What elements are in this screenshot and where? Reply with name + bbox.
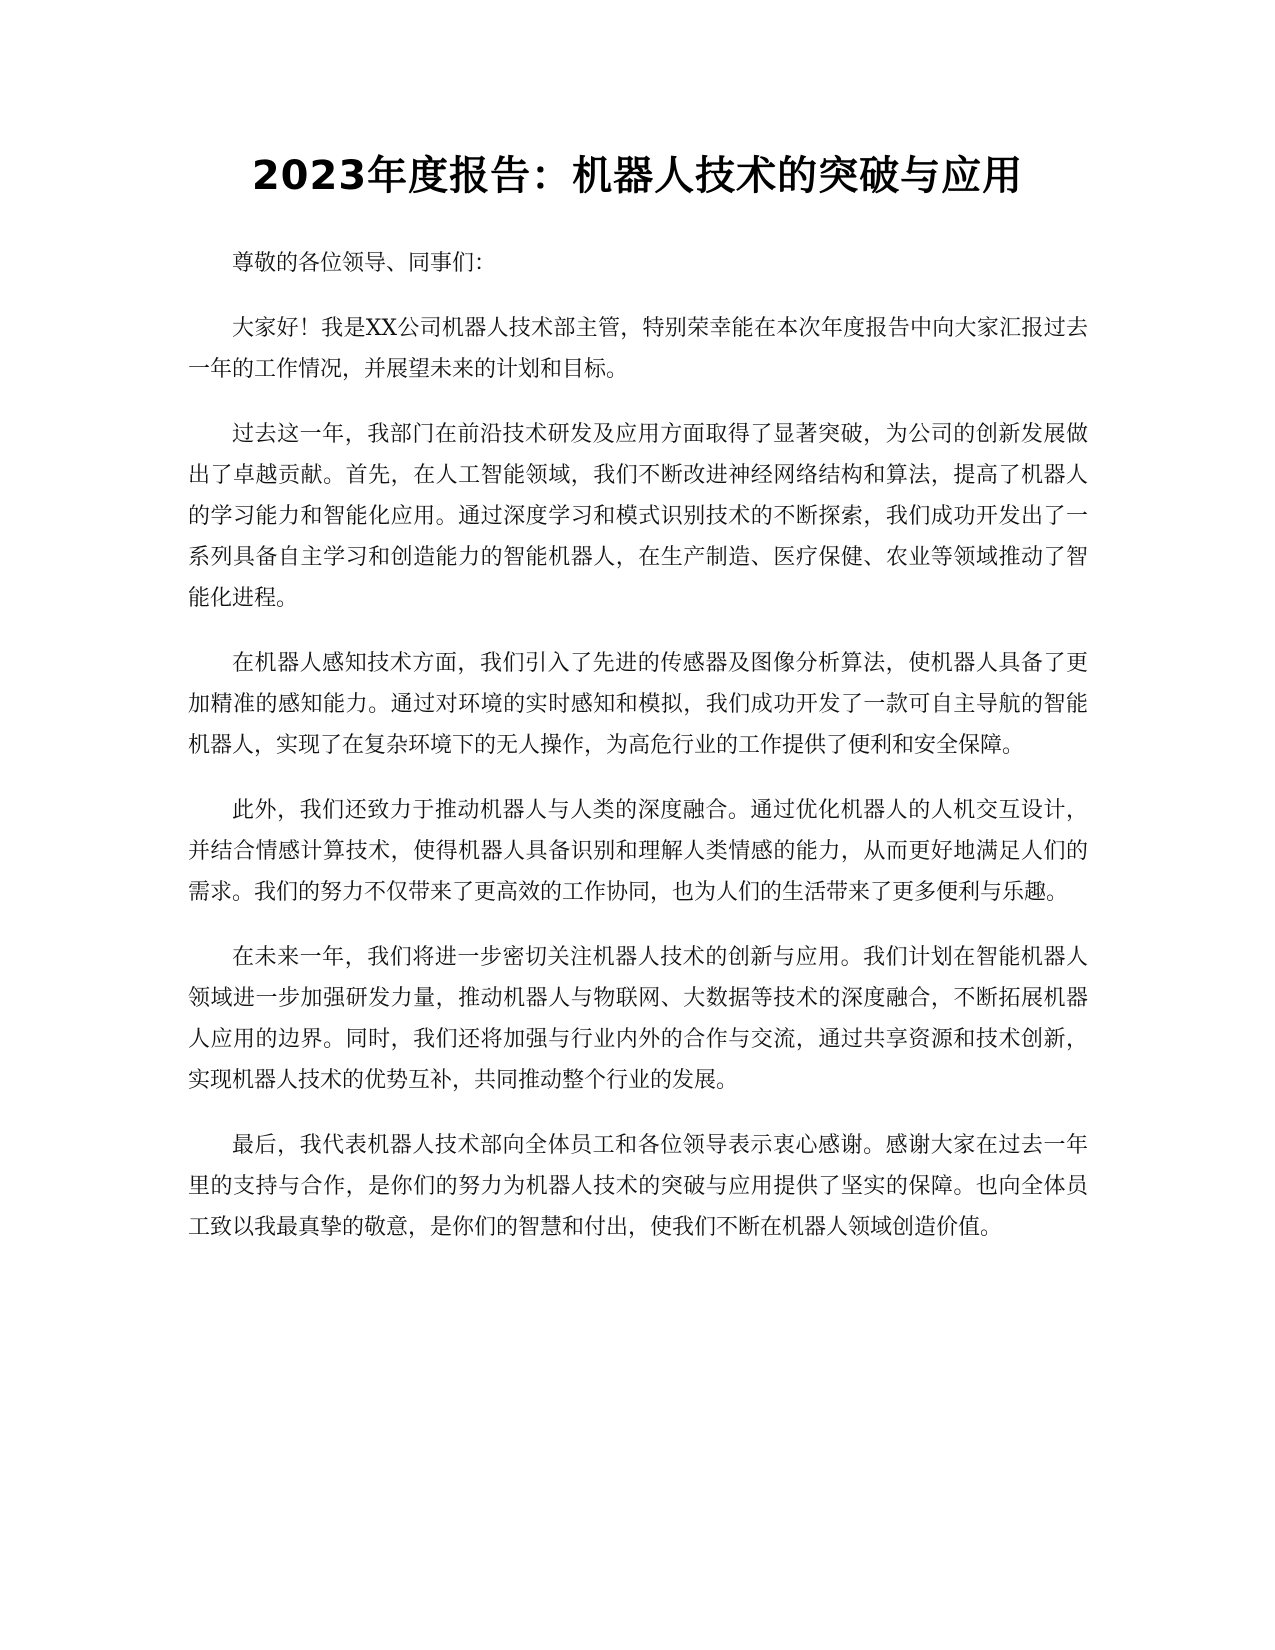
paragraph-acknowledgements: 最后，我代表机器人技术部向全体员工和各位领导表示衷心感谢。感谢大家在过去一年里的支持与合作，是你们的努力为机器人技术的突破与应用提供了坚实的保障。也向全体员工致以我最真挚的敬意，是你们的智慧和付出，使我们不断在机器人领域创造价值。: [188, 1133, 1088, 1240]
paragraph-human-robot-integration: 此外，我们还致力于推动机器人与人类的深度融合。通过优化机器人的人机交互设计，并结合情感计算技术，使得机器人具备识别和理解人类情感的能力，从而更好地满足人们的需求。我们的努力不仅带来了更高效的工作协同，也为人们的生活带来了更多便利与乐趣。: [188, 798, 1088, 905]
document-title: 2023年度报告：机器人技术的突破与应用: [251, 153, 1024, 199]
paragraph-introduction: 大家好！我是XX公司机器人技术部主管，特别荣幸能在本次年度报告中向大家汇报过去一年的工作情况，并展望未来的计划和目标。: [188, 316, 1088, 382]
paragraph-ai-breakthroughs: 过去这一年，我部门在前沿技术研发及应用方面取得了显著突破，为公司的创新发展做出了卓越贡献。首先，在人工智能领域，我们不断改进神经网络结构和算法，提高了机器人的学习能力和智能化应用。通过深度学习和模式识别技术的不断探索，我们成功开发出了一系列具备自主学习和创造能力的智能机器人，在生产制造、医疗保健、农业等领域推动了智能化进程。: [188, 422, 1088, 611]
paragraph-greeting: 尊敬的各位领导、同事们：: [232, 251, 497, 276]
paragraph-future-plans: 在未来一年，我们将进一步密切关注机器人技术的创新与应用。我们计划在智能机器人领域进一步加强研发力量，推动机器人与物联网、大数据等技术的深度融合，不断拓展机器人应用的边界。同时，我们还将加强与行业内外的合作与交流，通过共享资源和技术创新，实现机器人技术的优势互补，共同推动整个行业的发展。: [188, 945, 1088, 1093]
paragraph-perception-technology: 在机器人感知技术方面，我们引入了先进的传感器及图像分析算法，使机器人具备了更加精准的感知能力。通过对环境的实时感知和模拟，我们成功开发了一款可自主导航的智能机器人，实现了在复杂环境下的无人操作，为高危行业的工作提供了便利和安全保障。: [188, 651, 1088, 758]
document-body: [188, 243, 1088, 1272]
